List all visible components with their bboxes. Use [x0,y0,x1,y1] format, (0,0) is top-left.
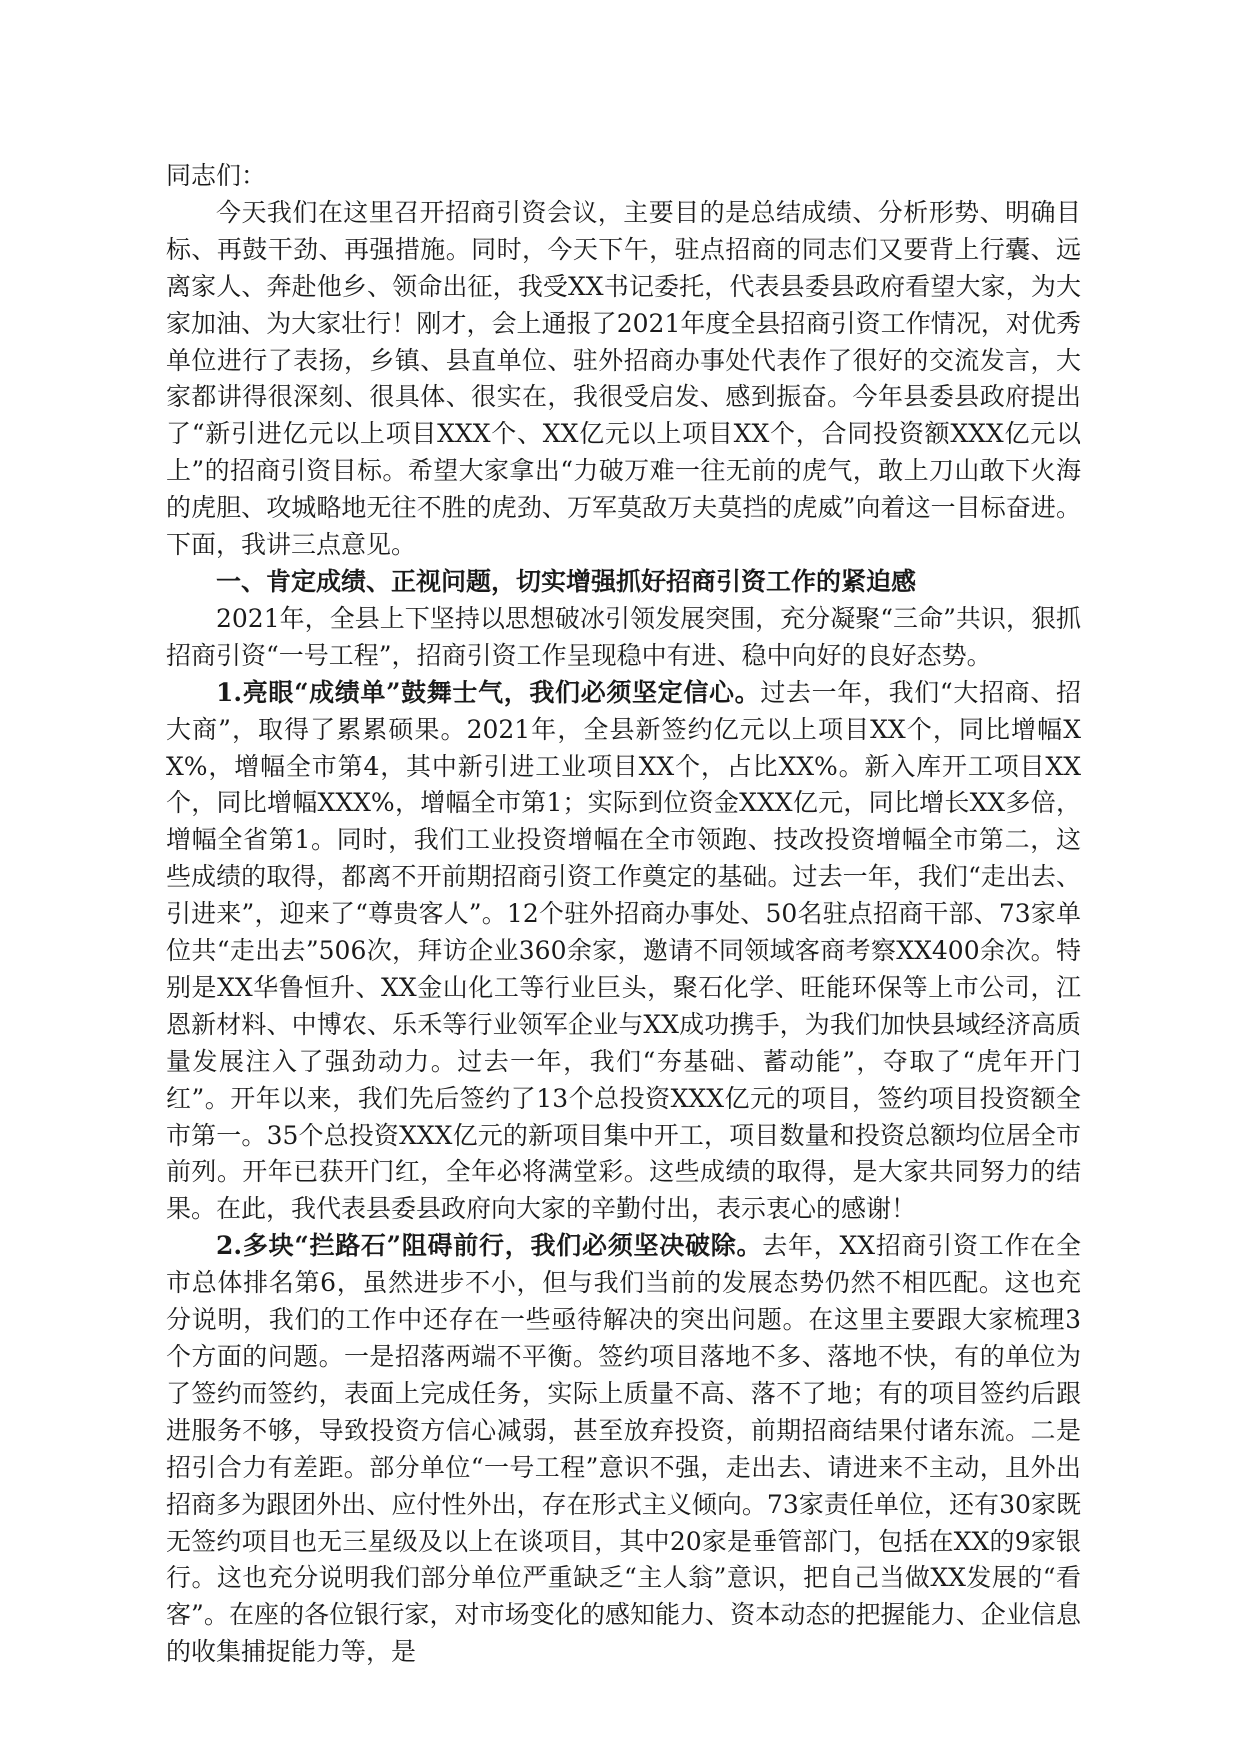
point-1-body: 过去一年，我们“大招商、招大商”，取得了累累硕果。2021年，全县新签约亿元以上项目XX个，同比增幅XX%，增幅全市第4，其中新引进工业项目XX个，占比XX%。新入库开工项目XX个，同比增幅XXX%，增幅全市第1；实际到位资金XXX亿元，同比增长XX多倍，增幅全省第1。同时，我们工业投资增幅在全市领跑、技改投资增幅全市第二，这些成绩的取得，都离不开前期招商引资工作奠定的基础。过去一年，我们“走出去、引进来”，迎来了“尊贵客人”。12个驻外招商办事处、50名驻点招商干部、73家单位共“走出去”506次，拜访企业360余家，邀请不同领域客商考察XX400余次。特别是XX华鲁恒升、XX金山化工等行业巨头，聚石化学、旺能环保等上市公司，江恩新材料、中博农、乐禾等行业领军企业与XX成功携手，为我们加快县域经济高质量发展注入了强劲动力。过去一年，我们“夯基础、蓄动能”，夺取了“虎年开门红”。开年以来，我们先后签约了13个总投资XXX亿元的项目，签约项目投资额全市第一。35个总投资XXX亿元的新项目集中开工，项目数量和投资总额均位居全市前列。开年已获开门红，全年必将满堂彩。这些成绩的取得，是大家共同努力的结果。在此，我代表县委县政府向大家的辛勤付出，表示衷心的感谢！ [166,677,1081,1224]
section-heading-1: 一、肯定成绩、正视问题，切实增强抓好招商引资工作的紧迫感 [216,566,917,596]
speech-text [166,158,1081,1671]
section-1-intro-paragraph: 2021年，全县上下坚持以思想破冰引领发展突围，充分凝聚“三命”共识，狠抓招商引资“一号工程”，招商引资工作呈现稳中有进、稳中向好的良好态势。 [166,603,1081,670]
point-2-body: 去年，XX招商引资工作在全市总体排名第6，虽然进步不小，但与我们当前的发展态势仍然不相匹配。这也充分说明，我们的工作中还存在一些亟待解决的突出问题。在这里主要跟大家梳理3个方面的问题。一是招落两端不平衡。签约项目落地不多、落地不快，有的单位为了签约而签约，表面上完成任务，实际上质量不高、落不了地；有的项目签约后跟进服务不够，导致投资方信心减弱，甚至放弃投资，前期招商结果付诸东流。二是招引合力有差距。部分单位“一号工程”意识不强，走出去、请进来不主动，且外出招商多为跟团外出、应付性外出，存在形式主义倾向。73家责任单位，还有30家既无签约项目也无三星级及以上在谈项目，其中20家是垂管部门，包括在XX的9家银行。这也充分说明我们部分单位严重缺乏“主人翁”意识，把自己当做XX发展的“看客”。在座的各位银行家，对市场变化的感知能力、资本动态的把握能力、企业信息的收集捕捉能力等，是 [166,1231,1081,1667]
point-2-lead: 2.多块“拦路石”阻碍前行，我们必须坚决破除。 [216,1231,763,1261]
point-2-paragraph [166,1228,1081,1671]
intro-paragraph: 今天我们在这里召开招商引资会议，主要目的是总结成绩、分析形势、明确目标、再鼓干劲、再强措施。同时，今天下午，驻点招商的同志们又要背上行囊、远离家人、奔赴他乡、领命出征，我受XX书记委托，代表县委县政府看望大家，为大家加油、为大家壮行！刚才，会上通报了2021年度全县招商引资工作情况，对优秀单位进行了表扬，乡镇、县直单位、驻外招商办事处代表作了很好的交流发言，大家都讲得很深刻、很具体、很实在，我很受启发、感到振奋。今年县委县政府提出了“新引进亿元以上项目XXX个、XX亿元以上项目XX个，合同投资额XXX亿元以上”的招商引资目标。希望大家拿出“力破万难一往无前的虎气，敢上刀山敢下火海的虎胆、攻城略地无往不胜的虎劲、万军莫敌万夫莫挡的虎威”向着这一目标奋进。下面，我讲三点意见。 [166,197,1081,560]
point-1-lead: 1.亮眼“成绩单”鼓舞士气，我们必须坚定信心。 [216,677,761,707]
salutation: 同志们： [166,161,267,190]
point-1-paragraph [166,675,1081,1229]
